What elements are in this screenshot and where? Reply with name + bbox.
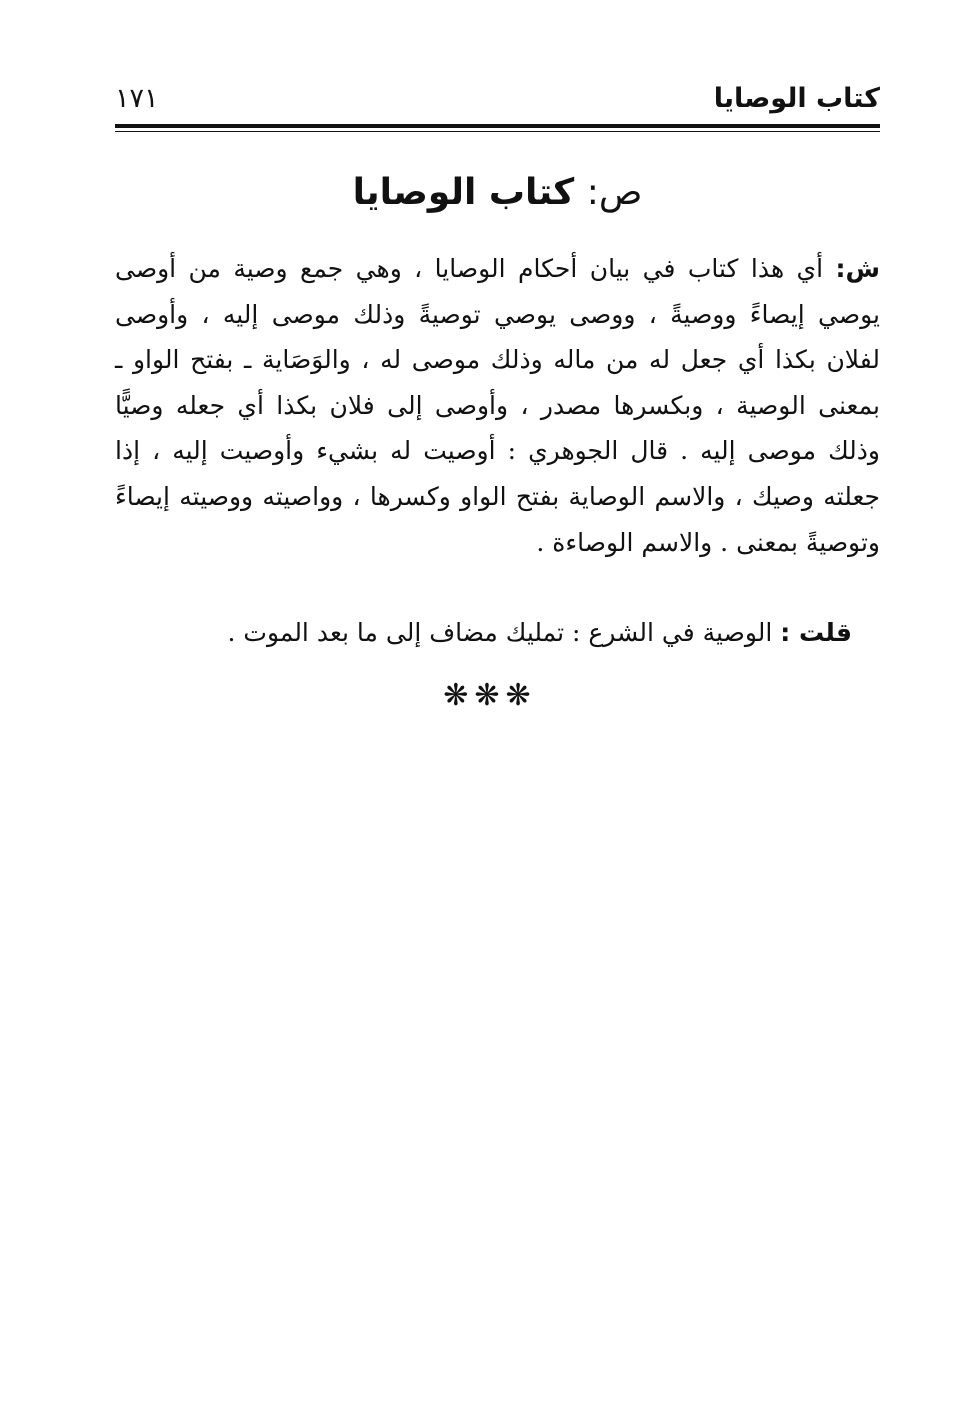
chapter-title: كتاب الوصايا — [352, 172, 575, 213]
note-text: الوصية في الشرع : تمليك مضاف إلى ما بعد الموت . — [227, 618, 781, 647]
chapter-heading — [115, 168, 880, 218]
page-header — [115, 78, 880, 120]
commentary-text: أي هذا كتاب في بيان أحكام الوصايا ، وهي جمع وصية من أوصى يوصي إيصاءً ووصيةً ، ووصى يوصي توصيةً وذلك موصى إليه ، وأوصى لفلان بكذا أي جعل له من ماله وذلك موصى له ، والوَصَاية ـ بفتح الواو ـ بمعنى الوصية ، وبكسرها مصدر ، وأوصى إلى فلان بكذا أي جعله وصيًّا وذلك موصى إليه . قال الجوهري : أوصيت له بشيء وأوصيت إليه ، إذا جعلته وصيك ، والاسم الوصاية بفتح الواو وكسرها ، وواصيته ووصيته إيصاءً وتوصيةً بمعنى . والاسم الوصاءة . — [115, 254, 880, 557]
header-rule-thick — [115, 124, 880, 128]
section-separator-asterisks: ❋❋❋ — [443, 678, 537, 713]
note-lead: قلت : — [780, 618, 852, 647]
page-number: ١٧١ — [115, 83, 159, 114]
commentary-paragraph — [115, 246, 880, 565]
header-rule-thin — [115, 131, 880, 132]
chapter-marker: ص: — [586, 172, 643, 213]
note-paragraph — [115, 610, 852, 655]
commentary-lead: ش: — [835, 254, 880, 283]
running-title: كتاب الوصايا — [713, 83, 880, 114]
